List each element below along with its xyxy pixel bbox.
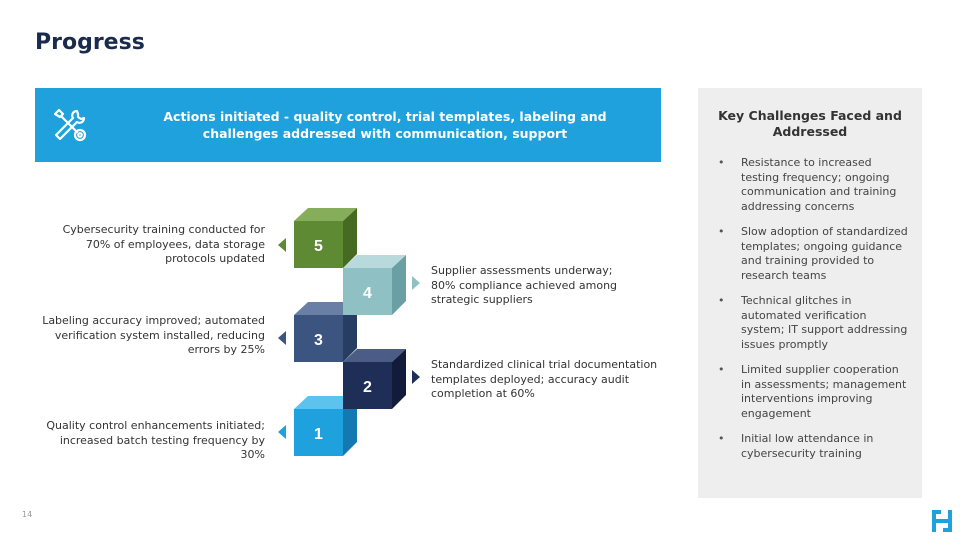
step-4-text: Supplier assessments underway; 80% compliance achieved among strategic suppliers xyxy=(431,264,618,306)
list-item: • Slow adoption of standardized templates; ongoing guidance and training provided to research teams xyxy=(718,225,908,282)
bullet-icon: • xyxy=(718,156,725,169)
step-4-number: 4 xyxy=(363,285,372,302)
page-title: Progress xyxy=(35,30,145,55)
step-3-text: Labeling accuracy improved; automated verification system installed, reducing errors by 25% xyxy=(42,314,265,356)
bullet-icon: • xyxy=(718,432,725,445)
company-logo-icon xyxy=(932,510,952,532)
step-1-text: Quality control enhancements initiated; increased batch testing frequency by 30% xyxy=(46,419,265,461)
step-5-arrow-icon xyxy=(278,238,286,252)
list-item: • Initial low attendance in cybersecurity training xyxy=(718,432,874,460)
step-2-arrow-icon xyxy=(412,370,420,384)
step-5-cube xyxy=(294,208,357,268)
step-4-arrow-icon xyxy=(412,276,420,290)
step-2-number: 2 xyxy=(363,379,372,396)
challenges-list xyxy=(716,156,912,472)
step-5-text: Cybersecurity training conducted for 70% of employees, data storage protocols updated xyxy=(62,223,265,265)
step-1-number: 1 xyxy=(314,426,323,443)
page-number: 14 xyxy=(22,510,33,519)
step-2-text: Standardized clinical trial documentation templates deployed; accuracy audit completion at 60% xyxy=(431,358,658,400)
list-item: • Technical glitches in automated verification system; IT support addressing issues promptly xyxy=(718,294,908,351)
step-4-cube xyxy=(343,255,406,315)
bullet-icon: • xyxy=(718,225,725,238)
challenges-panel xyxy=(698,88,922,498)
list-item: • Resistance to increased testing frequency; ongoing communication and training addressing concerns xyxy=(718,156,897,213)
banner-text: Actions initiated - quality control, trial templates, labeling and challenges addressed with communication, support xyxy=(163,109,607,141)
step-2-cube xyxy=(343,349,406,409)
bullet-icon: • xyxy=(718,294,725,307)
step-1-arrow-icon xyxy=(278,425,286,439)
step-5-number: 5 xyxy=(314,238,323,255)
step-3-arrow-icon xyxy=(278,331,286,345)
list-item: • Limited supplier cooperation in assessments; management interventions improving engagement xyxy=(718,363,907,420)
challenges-title: Key Challenges Faced and Addressed xyxy=(718,108,902,139)
step-3-number: 3 xyxy=(314,332,323,349)
bullet-icon: • xyxy=(718,363,725,376)
